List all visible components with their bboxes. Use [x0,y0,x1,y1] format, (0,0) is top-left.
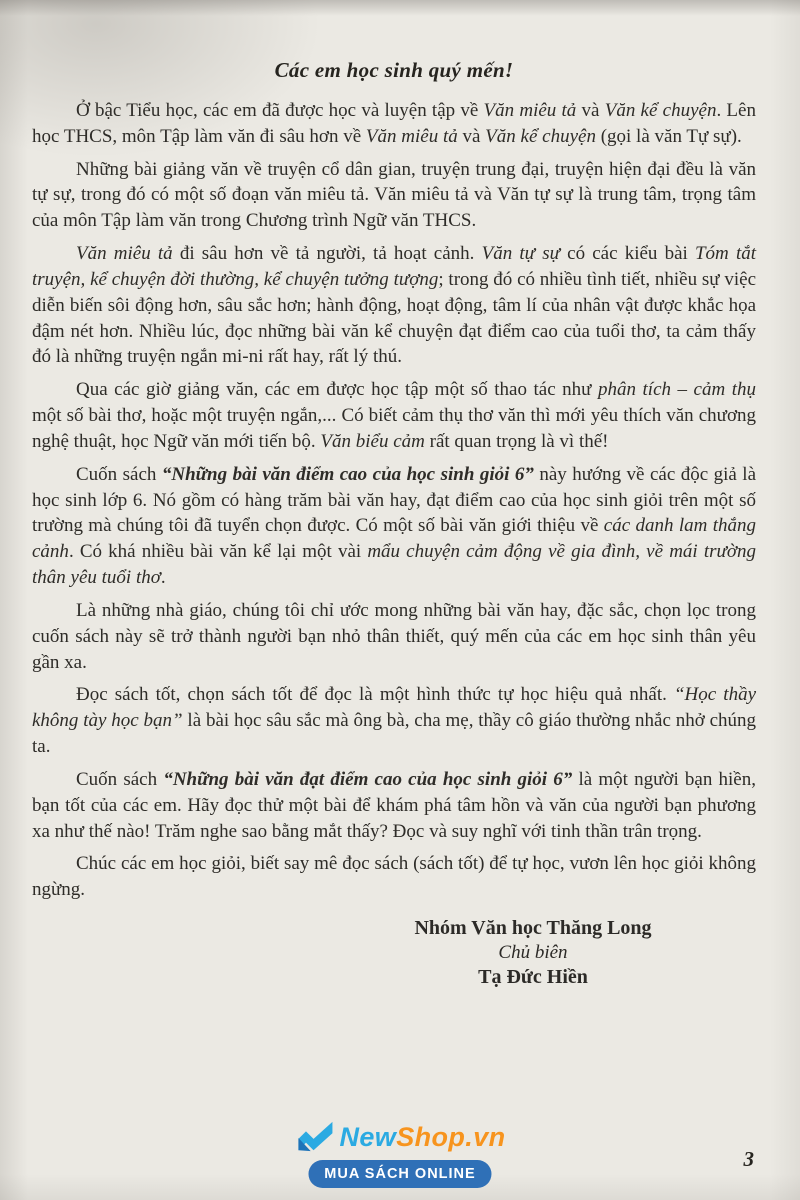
text-run: rất quan trọng là vì thế! [424,430,609,452]
signature-role: Chủ biên [498,942,568,964]
text-run: Tóm tắt truyện, kể chuyện đời thường, kể chuyện tưởng tượng [32,243,757,290]
text-run: Cuốn sách [76,768,164,790]
text-run: và [576,100,605,121]
text-run: Văn biểu cảm [320,430,425,452]
logo-text-new: New [339,1121,397,1152]
paragraph [32,851,756,903]
text-run: Là những nhà giáo, chúng tôi chỉ ước mong những bài văn hay, đặc sắc, chọn lọc trong cuốn sách này sẽ trở thành người bạn nhỏ thân thiết, quý mến của các em học sinh thân yêu gần xa. [32,599,756,673]
text-run: Ở bậc Tiểu học, các em đã được học và luyện tập về [76,100,484,121]
text-run: một số bài thơ, hoặc một truyện ngắn,... Có biết cảm thụ thơ văn thì mới yêu thích văn chương nghệ thuật, học Ngữ văn mới tiến bộ. [32,405,756,452]
logo-text-shop: Shop.vn [396,1121,506,1152]
body-text [32,98,756,903]
newshop-arrow-icon [294,1120,334,1154]
text-run: ; trong đó có nhiều tình tiết, nhiều sự việc diễn biến sôi động hơn, sâu sắc hơn; hành động, hoạt động, tâm lí của nhân vật được khắc họa đậm nét hơn. Nhiều lúc, đọc những bài văn kể chuyện đạt điểm cao của tuổi thơ, ta cảm thấy đó là những truyện ngắn mi-ni rất hay, rất lý thú. [32,268,757,368]
paragraph [32,767,756,844]
text-run: . Có khá nhiều bài văn kể lại một vài [68,541,368,563]
text-run: “Học thầy không tày học bạn” [32,684,757,732]
text-run: Văn kể chuyện [604,100,717,121]
paragraph [32,377,756,454]
page-title: Các em học sinh quý mến! [274,58,514,82]
text-run: Văn miêu tả [365,125,458,147]
paragraph [32,598,756,675]
text-run: là bài học sâu sắc mà ông bà, cha mẹ, thầy cô giáo thường nhắc nhở chúng ta. [32,710,756,758]
paragraph [32,241,756,370]
signature-group: Nhóm Văn học Thăng Long [414,917,652,940]
text-run: các danh lam thắng cảnh [32,515,756,563]
signature-block [368,917,698,989]
mua-sach-online-badge: MUA SÁCH ONLINE [308,1160,491,1188]
page-number: 3 [743,1147,754,1171]
text-run: “Những bài văn điểm cao của học sinh giỏi 6” [161,463,534,485]
newshop-footer [294,1120,505,1188]
text-run: Chúc các em học giỏi, biết say mê đọc sách (sách tốt) để tự học, vươn lên học giỏi không ngừng. [32,853,756,901]
text-run: là một người bạn hiền, bạn tốt của các em. Hãy đọc thử một bài để khám phá tâm hồn và văn của người bạn phương xa như thế nào! Trăm nghe sao bằng mắt thấy? Đọc và suy nghĩ với tinh thần trân trọng. [32,768,756,842]
newshop-logo [294,1120,505,1154]
paragraph [32,157,756,234]
text-run: này hướng về các độc giả là học sinh lớp 6. Nó gồm có hàng trăm bài văn hay, đạt điểm cao của học sinh giỏi trên một số trường mà chúng tôi đã tuyển chọn được. Có một số bài văn giới thiệu về [32,463,756,537]
paragraph [32,98,756,150]
paragraph [32,682,756,759]
signature-name: Tạ Đức Hiền [478,966,588,989]
text-run: Qua các giờ giảng văn, các em được học tập một số thao tác như [76,379,598,401]
text-run: Cuốn sách [76,463,162,485]
text-run: Đọc sách tốt, chọn sách tốt để đọc là một hình thức tự học hiệu quả nhất. [76,684,674,706]
text-run: đi sâu hơn về tả người, tả hoạt cảnh. [172,243,482,265]
text-run: . [160,567,166,589]
text-run: Văn kể chuyện [485,125,596,147]
text-run: Văn miêu tả [483,100,577,121]
text-run: Những bài giảng văn về truyện cổ dân gian, truyện trung đại, truyện hiện đại đều là văn tự sự, trong đó có một số đoạn văn miêu tả. Văn miêu tả và Văn tự sự là trung tâm, trọng tâm của môn Tập làm văn trong Chương trình Ngữ văn THCS. [32,158,756,232]
text-run: “Những bài văn đạt điểm cao của học sinh giỏi 6” [163,768,573,790]
text-run: (gọi là văn Tự sự). [595,125,742,147]
paragraph [32,462,756,591]
text-run: và [457,125,486,147]
text-run: Văn miêu tả [76,243,173,265]
text-run: Văn tự sự [481,243,560,265]
text-run: . Lên học THCS, môn Tập làm văn đi sâu hơn về [32,100,756,147]
text-run: có các kiểu bài [559,243,695,265]
text-run: mẩu chuyện cảm động về gia đình, về mái trường thân yêu tuổi thơ [32,541,757,589]
text-run: phân tích – cảm thụ [598,379,756,401]
newshop-logo-text [339,1122,505,1153]
